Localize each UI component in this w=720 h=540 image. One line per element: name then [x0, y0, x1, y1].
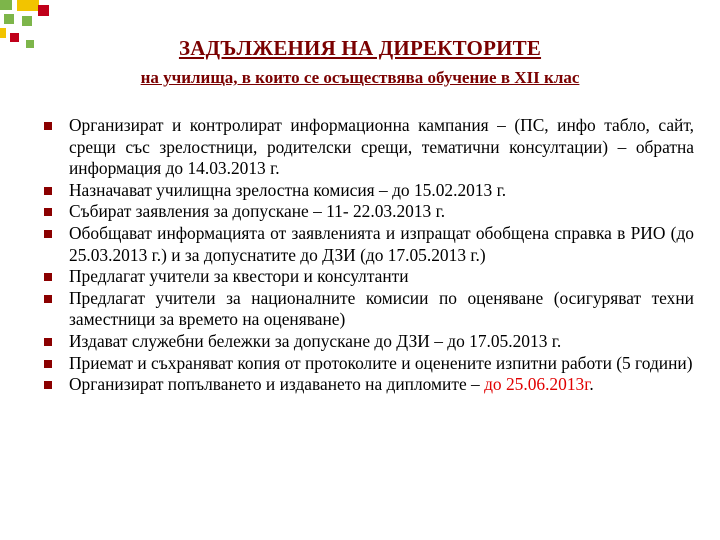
- list-item-text: Предлагат учители за националните комисии по оценяване (осигуряват техни заместници за времето на оценяване): [69, 287, 694, 330]
- page-subtitle: на училища, в които се осъществява обучение в XII клас: [140, 68, 580, 87]
- square-bullet-icon: [44, 338, 52, 346]
- deco-square-red: [38, 5, 49, 16]
- square-bullet-icon: [44, 381, 52, 389]
- deco-square-green: [0, 0, 12, 10]
- list-item: [44, 331, 694, 353]
- square-bullet-icon: [44, 208, 52, 216]
- square-bullet-icon: [44, 360, 52, 368]
- square-bullet-icon: [44, 122, 52, 130]
- page-title: ЗАДЪЛЖЕНИЯ НА ДИРЕКТОРИТЕ: [178, 36, 542, 60]
- list-item: [44, 115, 694, 180]
- list-item-text: Назначават училищна зрелостна комисия – до 15.02.2013 г.: [69, 179, 507, 200]
- list-item-text: Предлагат учители за квестори и консултанти: [69, 266, 409, 287]
- list-item: [44, 288, 694, 331]
- list-item-text: Издават служебни бележки за допускане до ДЗИ – до 17.05.2013 г.: [69, 330, 562, 351]
- square-bullet-icon: [44, 295, 52, 303]
- list-item-text: Събират заявления за допускане – 11- 22.03.2013 г.: [69, 201, 446, 222]
- list-item: [44, 201, 694, 223]
- list-item-end: .: [589, 374, 594, 395]
- list-item: [44, 266, 694, 288]
- list-item: [44, 180, 694, 202]
- list-item-text: Приемат и съхраняват копия от протоколите и оценените изпитни работи (5 години): [69, 352, 693, 373]
- list-item: [44, 223, 694, 266]
- list-item-text: Организират попълването и издаването на дипломите –: [69, 374, 485, 395]
- deco-square-green: [22, 16, 32, 26]
- square-bullet-icon: [44, 187, 52, 195]
- title-block: [0, 36, 720, 88]
- deco-square-yellow: [17, 0, 39, 11]
- square-bullet-icon: [44, 273, 52, 281]
- list-item-text: Обобщават информацията от заявленията и изпращат обобщена справка в РИО (до 25.03.2013 г.) и за допуснатите до ДЗИ (до 17.05.2013 г.): [69, 222, 694, 265]
- duties-list: [44, 115, 694, 396]
- list-item: [44, 374, 694, 396]
- deadline-highlight: до 25.06.2013г: [484, 374, 590, 395]
- list-item: [44, 353, 694, 375]
- list-item-text: Организират и контролират информационна кампания – (ПС, инфо табло, сайт, срещи със зрелостници, родителски срещи, тематични консултации) – обратна информация до 14.03.2013 г.: [69, 115, 694, 179]
- deco-square-green: [4, 14, 14, 24]
- square-bullet-icon: [44, 230, 52, 238]
